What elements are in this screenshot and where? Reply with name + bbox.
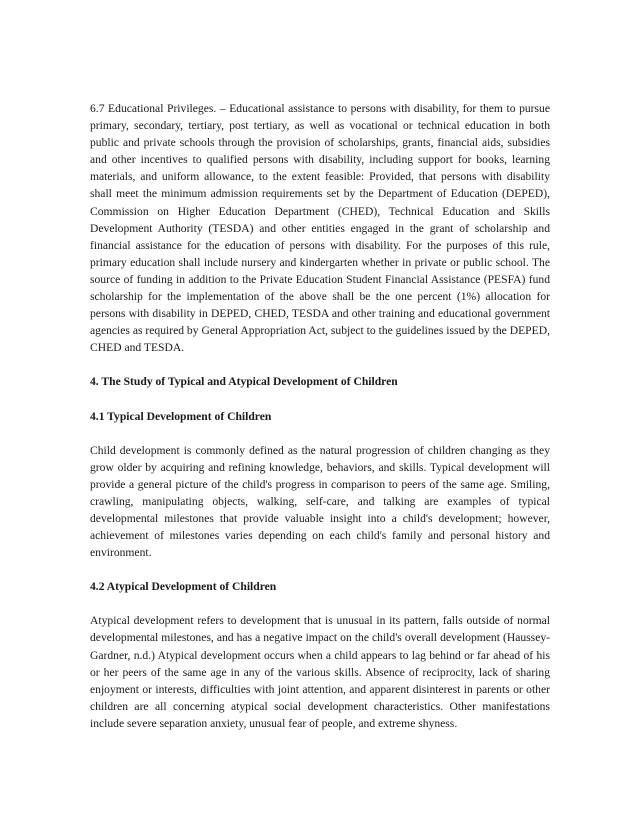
- paragraph-typical-development: Child development is commonly defined as the natural progression of children changing as they grow older by acquiring and refining knowledge, behaviors, and skills. Typical development will provide a general picture of the child's progress in comparison to peers of the same age. Smiling, crawling, manipulating objects, walking, self-care, and talking are examples of typical developmental milestones that provide valuable insight into a child's development; however, achievement of milestones varies depending on each child's family and personal history and environment.: [90, 443, 550, 560]
- document-page: [90, 100, 550, 732]
- subsection-heading-4-2: 4.2 Atypical Development of Children: [90, 580, 277, 594]
- spacer: [90, 561, 550, 578]
- subsection-heading-4-1: 4.1 Typical Development of Children: [90, 409, 272, 423]
- spacer: [90, 595, 550, 612]
- paragraph-atypical-development: Atypical development refers to development that is unusual in its pattern, falls outside of normal developmental milestones, and has a negative impact on the child's overall development (Haussey-Gardner, n.d.) Atypical development occurs when a child appears to lag behind or far ahead of his or her peers of the same age in any of the various skills. Absence of reciprocity, lack of sharing enjoyment or interests, difficulties with joint attention, and apparent disinterest in parents or other children are all concerning atypical social development characteristics. Other manifestations include severe separation anxiety, unusual fear of people, and extreme shyness.: [90, 614, 550, 730]
- spacer: [90, 425, 550, 442]
- section-heading-4: 4. The Study of Typical and Atypical Development of Children: [90, 375, 398, 389]
- paragraph-educational-privileges: 6.7 Educational Privileges. – Educational assistance to persons with disability, for them to pursue primary, secondary, tertiary, post tertiary, as well as vocational or technical education in both public and private schools through the provision of scholarships, grants, financial aids, subsidies and other incentives to qualified persons with disability, including support for books, learning materials, and uniform allowance, to the extent feasible: Provided, that persons with disability shall meet the minimum admission requirements set by the Department of Education (DEPED), Commission on Higher Education Department (CHED), Technical Education and Skills Development Authority (TESDA) and other entities engaged in the grant of scholarship and financial assistance for the education of persons with disability. For the purposes of this rule, primary education shall include nursery and kindergarten whether in private or public school. The source of funding in addition to the Private Education Student Financial Assistance (PESFA) fund scholarship for the implementation of the above shall be the one percent (1%) allocation for persons with disability in DEPED, CHED, TESDA and other training and educational government agencies as required by General Appropriation Act, subject to the guidelines issued by the DEPED, CHED and TESDA.: [90, 102, 550, 355]
- spacer: [90, 391, 550, 408]
- spacer: [90, 356, 550, 373]
